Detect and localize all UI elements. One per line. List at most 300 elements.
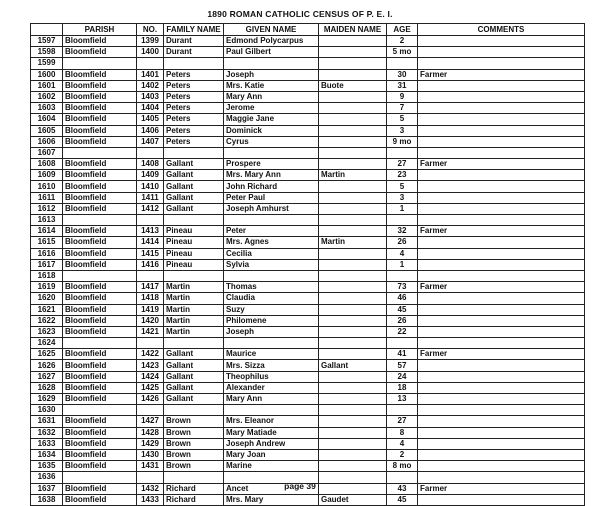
no-cell: 1399	[137, 36, 164, 47]
given-name-cell: Mrs. Mary Ann	[224, 170, 319, 181]
given-name-cell: Paul Gilbert	[224, 47, 319, 58]
row-number: 1628	[31, 382, 63, 393]
parish-cell: Bloomfield	[63, 170, 137, 181]
parish-cell: Bloomfield	[63, 91, 137, 102]
comments-cell	[418, 170, 585, 181]
family-name-cell: Richard	[164, 494, 224, 505]
given-name-cell: Prospere	[224, 159, 319, 170]
maiden-name-cell	[319, 394, 387, 405]
family-name-cell: Brown	[164, 461, 224, 472]
comments-cell	[418, 461, 585, 472]
maiden-name-cell	[319, 315, 387, 326]
comments-cell	[418, 125, 585, 136]
age-cell: 24	[387, 371, 418, 382]
maiden-name-cell	[319, 270, 387, 281]
no-cell: 1413	[137, 226, 164, 237]
family-name-cell: Durant	[164, 36, 224, 47]
row-number: 1599	[31, 58, 63, 69]
maiden-name-cell	[319, 282, 387, 293]
no-cell: 1421	[137, 326, 164, 337]
age-cell	[387, 147, 418, 158]
given-name-cell	[224, 405, 319, 416]
row-number: 1608	[31, 159, 63, 170]
parish-cell	[63, 405, 137, 416]
age-cell	[387, 405, 418, 416]
age-cell	[387, 58, 418, 69]
row-number: 1621	[31, 304, 63, 315]
parish-cell: Bloomfield	[63, 125, 137, 136]
no-cell: 1415	[137, 248, 164, 259]
given-name-cell	[224, 215, 319, 226]
maiden-name-cell	[319, 338, 387, 349]
parish-cell: Bloomfield	[63, 293, 137, 304]
table-row	[31, 282, 585, 293]
given-name-cell: Mrs. Mary	[224, 494, 319, 505]
row-number: 1616	[31, 248, 63, 259]
maiden-name-cell	[319, 136, 387, 147]
given-name-cell: Joseph	[224, 69, 319, 80]
family-name-cell	[164, 58, 224, 69]
header-given-name: GIVEN NAME	[224, 24, 319, 36]
no-cell: 1406	[137, 125, 164, 136]
comments-cell	[418, 438, 585, 449]
family-name-cell: Peters	[164, 125, 224, 136]
row-number: 1626	[31, 360, 63, 371]
maiden-name-cell	[319, 103, 387, 114]
parish-cell: Bloomfield	[63, 237, 137, 248]
no-cell: 1424	[137, 371, 164, 382]
parish-cell: Bloomfield	[63, 304, 137, 315]
family-name-cell: Peters	[164, 103, 224, 114]
given-name-cell: Claudia	[224, 293, 319, 304]
comments-cell	[418, 293, 585, 304]
comments-cell	[418, 248, 585, 259]
family-name-cell	[164, 405, 224, 416]
table-row	[31, 103, 585, 114]
parish-cell: Bloomfield	[63, 416, 137, 427]
given-name-cell: Theophilus	[224, 371, 319, 382]
no-cell: 1411	[137, 192, 164, 203]
row-number: 1614	[31, 226, 63, 237]
table-row	[31, 259, 585, 270]
parish-cell: Bloomfield	[63, 259, 137, 270]
maiden-name-cell	[319, 326, 387, 337]
comments-cell	[418, 136, 585, 147]
given-name-cell: Dominick	[224, 125, 319, 136]
comments-cell	[418, 215, 585, 226]
given-name-cell: Maurice	[224, 349, 319, 360]
comments-cell	[418, 237, 585, 248]
age-cell: 23	[387, 170, 418, 181]
parish-cell: Bloomfield	[63, 371, 137, 382]
table-row	[31, 47, 585, 58]
age-cell: 3	[387, 125, 418, 136]
comments-cell	[418, 192, 585, 203]
row-number: 1618	[31, 270, 63, 281]
header-no: NO.	[137, 24, 164, 36]
comments-cell	[418, 338, 585, 349]
given-name-cell: John Richard	[224, 181, 319, 192]
maiden-name-cell	[319, 259, 387, 270]
family-name-cell: Gallant	[164, 394, 224, 405]
no-cell: 1431	[137, 461, 164, 472]
age-cell: 4	[387, 248, 418, 259]
age-cell: 22	[387, 326, 418, 337]
given-name-cell: Philomene	[224, 315, 319, 326]
comments-cell: Farmer	[418, 69, 585, 80]
no-cell: 1404	[137, 103, 164, 114]
maiden-name-cell: Martin	[319, 170, 387, 181]
row-number: 1631	[31, 416, 63, 427]
family-name-cell	[164, 338, 224, 349]
given-name-cell: Suzy	[224, 304, 319, 315]
age-cell: 45	[387, 304, 418, 315]
family-name-cell: Brown	[164, 416, 224, 427]
family-name-cell: Peters	[164, 69, 224, 80]
maiden-name-cell	[319, 181, 387, 192]
maiden-name-cell	[319, 58, 387, 69]
age-cell: 7	[387, 103, 418, 114]
no-cell	[137, 270, 164, 281]
maiden-name-cell: Martin	[319, 237, 387, 248]
comments-cell	[418, 371, 585, 382]
header-comments: COMMENTS	[418, 24, 585, 36]
parish-cell: Bloomfield	[63, 159, 137, 170]
comments-cell	[418, 103, 585, 114]
family-name-cell: Peters	[164, 80, 224, 91]
table-row	[31, 248, 585, 259]
family-name-cell: Martin	[164, 326, 224, 337]
row-number: 1617	[31, 259, 63, 270]
row-number: 1597	[31, 36, 63, 47]
maiden-name-cell	[319, 91, 387, 102]
given-name-cell: Joseph Amhurst	[224, 203, 319, 214]
age-cell: 45	[387, 494, 418, 505]
table-row	[31, 405, 585, 416]
row-number: 1604	[31, 114, 63, 125]
age-cell: 41	[387, 349, 418, 360]
maiden-name-cell	[319, 304, 387, 315]
family-name-cell: Richard	[164, 483, 224, 494]
table-row	[31, 147, 585, 158]
given-name-cell: Peter Paul	[224, 192, 319, 203]
given-name-cell: Peter	[224, 226, 319, 237]
table-row	[31, 237, 585, 248]
header-maiden-name: MAIDEN NAME	[319, 24, 387, 36]
table-row	[31, 125, 585, 136]
family-name-cell: Pineau	[164, 237, 224, 248]
family-name-cell	[164, 147, 224, 158]
family-name-cell: Pineau	[164, 226, 224, 237]
maiden-name-cell: Buote	[319, 80, 387, 91]
comments-cell: Farmer	[418, 349, 585, 360]
comments-cell: Farmer	[418, 159, 585, 170]
age-cell: 8 mo	[387, 461, 418, 472]
parish-cell	[63, 270, 137, 281]
no-cell: 1418	[137, 293, 164, 304]
comments-cell	[418, 114, 585, 125]
maiden-name-cell	[319, 461, 387, 472]
given-name-cell: Cyrus	[224, 136, 319, 147]
table-row	[31, 114, 585, 125]
row-number: 1623	[31, 326, 63, 337]
row-number: 1609	[31, 170, 63, 181]
parish-cell: Bloomfield	[63, 47, 137, 58]
age-cell: 5	[387, 114, 418, 125]
row-number: 1606	[31, 136, 63, 147]
age-cell: 32	[387, 226, 418, 237]
family-name-cell: Gallant	[164, 203, 224, 214]
no-cell: 1422	[137, 349, 164, 360]
maiden-name-cell	[319, 349, 387, 360]
no-cell: 1428	[137, 427, 164, 438]
table-row	[31, 91, 585, 102]
table-row	[31, 136, 585, 147]
no-cell: 1425	[137, 382, 164, 393]
no-cell: 1414	[137, 237, 164, 248]
row-number: 1627	[31, 371, 63, 382]
no-cell: 1429	[137, 438, 164, 449]
comments-cell: Farmer	[418, 483, 585, 494]
comments-cell	[418, 270, 585, 281]
row-number: 1638	[31, 494, 63, 505]
parish-cell: Bloomfield	[63, 394, 137, 405]
given-name-cell: Ancet	[224, 483, 319, 494]
parish-cell: Bloomfield	[63, 349, 137, 360]
age-cell: 43	[387, 483, 418, 494]
comments-cell	[418, 326, 585, 337]
maiden-name-cell	[319, 293, 387, 304]
table-row	[31, 69, 585, 80]
parish-cell	[63, 147, 137, 158]
row-number: 1601	[31, 80, 63, 91]
row-number: 1615	[31, 237, 63, 248]
given-name-cell: Mrs. Agnes	[224, 237, 319, 248]
parish-cell: Bloomfield	[63, 69, 137, 80]
comments-cell: Farmer	[418, 282, 585, 293]
parish-cell: Bloomfield	[63, 192, 137, 203]
age-cell: 1	[387, 259, 418, 270]
table-row	[31, 293, 585, 304]
parish-cell: Bloomfield	[63, 114, 137, 125]
family-name-cell: Martin	[164, 293, 224, 304]
given-name-cell: Joseph	[224, 326, 319, 337]
table-row	[31, 338, 585, 349]
row-number: 1630	[31, 405, 63, 416]
maiden-name-cell	[319, 69, 387, 80]
parish-cell: Bloomfield	[63, 326, 137, 337]
given-name-cell: Alexander	[224, 382, 319, 393]
row-number: 1612	[31, 203, 63, 214]
parish-cell: Bloomfield	[63, 226, 137, 237]
header-row	[31, 24, 585, 36]
table-row	[31, 461, 585, 472]
row-number: 1634	[31, 449, 63, 460]
age-cell: 5	[387, 181, 418, 192]
given-name-cell: Mary Ann	[224, 91, 319, 102]
family-name-cell: Martin	[164, 304, 224, 315]
header-row-number	[31, 24, 63, 36]
comments-cell	[418, 203, 585, 214]
parish-cell: Bloomfield	[63, 282, 137, 293]
parish-cell: Bloomfield	[63, 494, 137, 505]
parish-cell: Bloomfield	[63, 181, 137, 192]
no-cell: 1407	[137, 136, 164, 147]
table-row	[31, 226, 585, 237]
parish-cell: Bloomfield	[63, 203, 137, 214]
row-number: 1613	[31, 215, 63, 226]
given-name-cell: Mrs. Sizza	[224, 360, 319, 371]
no-cell: 1408	[137, 159, 164, 170]
maiden-name-cell	[319, 215, 387, 226]
family-name-cell: Gallant	[164, 349, 224, 360]
given-name-cell: Edmond Polycarpus	[224, 36, 319, 47]
row-number: 1632	[31, 427, 63, 438]
family-name-cell: Martin	[164, 282, 224, 293]
age-cell	[387, 215, 418, 226]
age-cell: 46	[387, 293, 418, 304]
age-cell: 31	[387, 80, 418, 91]
row-number: 1624	[31, 338, 63, 349]
comments-cell	[418, 405, 585, 416]
table-row	[31, 159, 585, 170]
table-row	[31, 80, 585, 91]
comments-cell	[418, 427, 585, 438]
row-number: 1633	[31, 438, 63, 449]
row-number: 1629	[31, 394, 63, 405]
age-cell: 27	[387, 159, 418, 170]
table-row	[31, 494, 585, 505]
no-cell: 1400	[137, 47, 164, 58]
row-number: 1636	[31, 472, 63, 483]
table-row	[31, 58, 585, 69]
row-number: 1603	[31, 103, 63, 114]
parish-cell	[63, 338, 137, 349]
family-name-cell: Peters	[164, 114, 224, 125]
comments-cell	[418, 80, 585, 91]
comments-cell	[418, 382, 585, 393]
no-cell: 1427	[137, 416, 164, 427]
no-cell: 1405	[137, 114, 164, 125]
given-name-cell	[224, 147, 319, 158]
age-cell: 3	[387, 192, 418, 203]
no-cell: 1416	[137, 259, 164, 270]
no-cell: 1432	[137, 483, 164, 494]
comments-cell	[418, 147, 585, 158]
maiden-name-cell	[319, 438, 387, 449]
comments-cell	[418, 91, 585, 102]
header-age: AGE	[387, 24, 418, 36]
given-name-cell	[224, 58, 319, 69]
given-name-cell	[224, 270, 319, 281]
age-cell: 8	[387, 427, 418, 438]
parish-cell: Bloomfield	[63, 248, 137, 259]
given-name-cell: Thomas	[224, 282, 319, 293]
table-row	[31, 449, 585, 460]
no-cell: 1420	[137, 315, 164, 326]
given-name-cell: Mary Joan	[224, 449, 319, 460]
age-cell: 27	[387, 416, 418, 427]
age-cell: 2	[387, 449, 418, 460]
no-cell	[137, 58, 164, 69]
age-cell: 1	[387, 203, 418, 214]
given-name-cell: Mary Ann	[224, 394, 319, 405]
age-cell: 30	[387, 69, 418, 80]
no-cell: 1412	[137, 203, 164, 214]
row-number: 1607	[31, 147, 63, 158]
family-name-cell: Gallant	[164, 170, 224, 181]
no-cell: 1426	[137, 394, 164, 405]
table-row	[31, 36, 585, 47]
no-cell: 1423	[137, 360, 164, 371]
page-title: 1890 ROMAN CATHOLIC CENSUS OF P. E. I.	[207, 9, 393, 19]
no-cell	[137, 215, 164, 226]
row-number: 1600	[31, 69, 63, 80]
no-cell	[137, 405, 164, 416]
maiden-name-cell	[319, 36, 387, 47]
no-cell: 1409	[137, 170, 164, 181]
age-cell: 73	[387, 282, 418, 293]
age-cell: 4	[387, 438, 418, 449]
given-name-cell: Jerome	[224, 103, 319, 114]
maiden-name-cell	[319, 427, 387, 438]
age-cell: 13	[387, 394, 418, 405]
page-number: page 39	[284, 481, 316, 491]
comments-cell	[418, 494, 585, 505]
row-number: 1622	[31, 315, 63, 326]
row-number: 1598	[31, 47, 63, 58]
row-number: 1602	[31, 91, 63, 102]
maiden-name-cell	[319, 114, 387, 125]
table-row	[31, 170, 585, 181]
maiden-name-cell	[319, 47, 387, 58]
parish-cell: Bloomfield	[63, 438, 137, 449]
header-family-name: FAMILY NAME	[164, 24, 224, 36]
family-name-cell: Gallant	[164, 360, 224, 371]
comments-cell: Farmer	[418, 226, 585, 237]
row-number: 1619	[31, 282, 63, 293]
table-row	[31, 371, 585, 382]
no-cell: 1402	[137, 80, 164, 91]
table-row	[31, 382, 585, 393]
age-cell: 18	[387, 382, 418, 393]
table-row	[31, 192, 585, 203]
no-cell: 1419	[137, 304, 164, 315]
no-cell: 1401	[137, 69, 164, 80]
age-cell: 9 mo	[387, 136, 418, 147]
parish-cell: Bloomfield	[63, 360, 137, 371]
header-parish: PARISH	[63, 24, 137, 36]
family-name-cell: Peters	[164, 136, 224, 147]
comments-cell	[418, 58, 585, 69]
table-row	[31, 270, 585, 281]
given-name-cell: Maggie Jane	[224, 114, 319, 125]
no-cell	[137, 147, 164, 158]
family-name-cell: Gallant	[164, 192, 224, 203]
age-cell: 26	[387, 237, 418, 248]
row-number: 1637	[31, 483, 63, 494]
parish-cell: Bloomfield	[63, 80, 137, 91]
age-cell: 2	[387, 36, 418, 47]
parish-cell: Bloomfield	[63, 483, 137, 494]
no-cell: 1417	[137, 282, 164, 293]
comments-cell	[418, 304, 585, 315]
age-cell: 9	[387, 91, 418, 102]
comments-cell	[418, 416, 585, 427]
comments-cell	[418, 47, 585, 58]
maiden-name-cell	[319, 125, 387, 136]
family-name-cell: Pineau	[164, 248, 224, 259]
